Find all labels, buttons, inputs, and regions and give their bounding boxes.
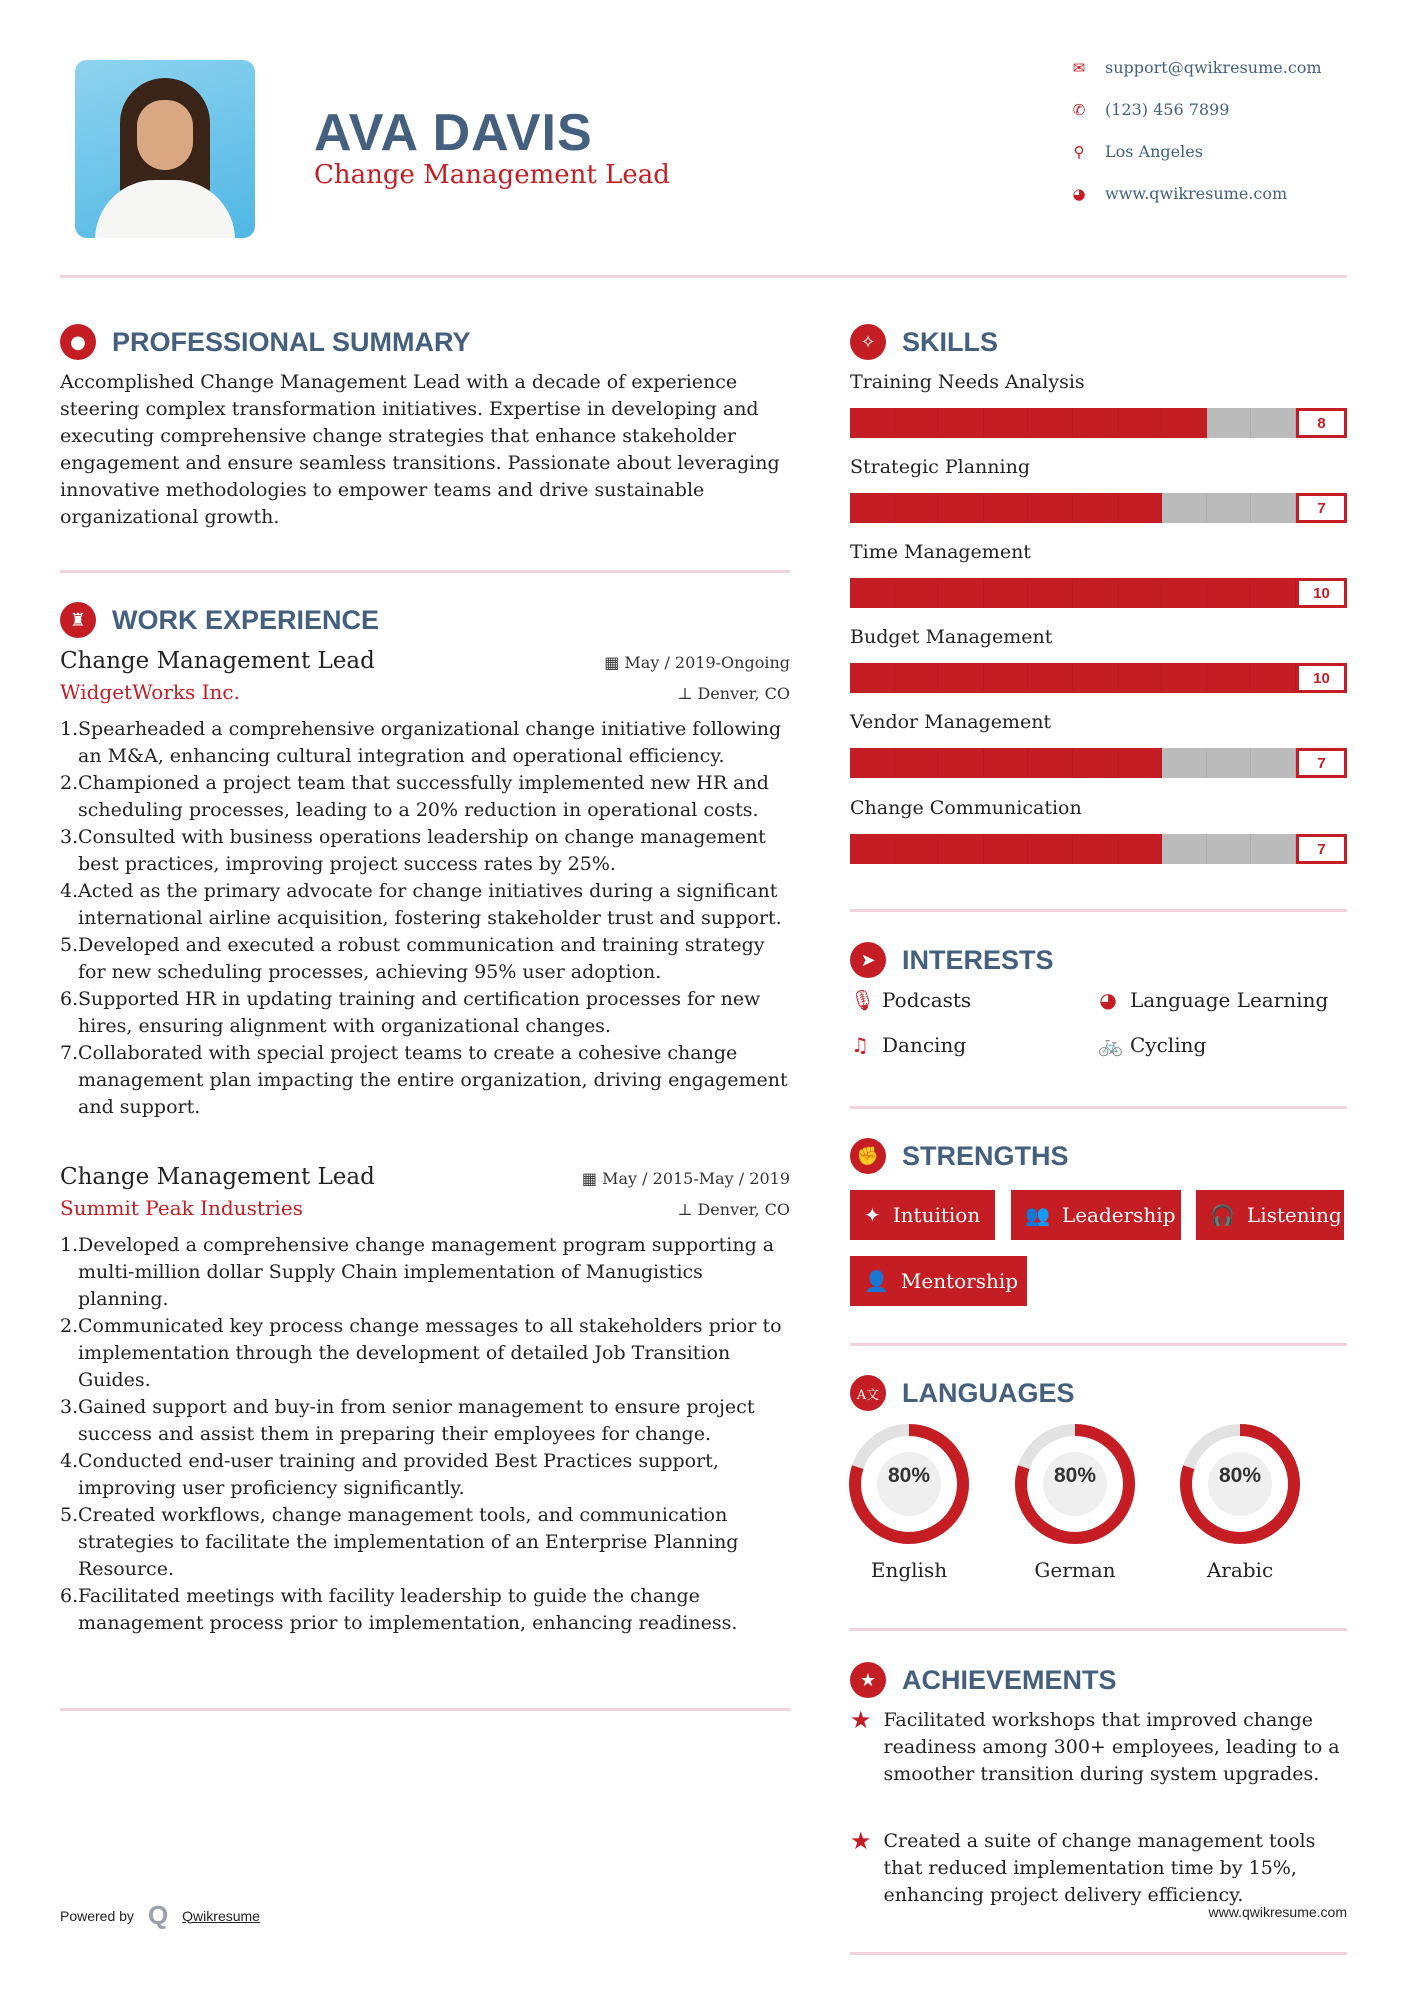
star-icon: ★ bbox=[850, 1662, 886, 1698]
microphone-icon: 🎙 bbox=[850, 988, 876, 1012]
skill-segment bbox=[1251, 493, 1296, 523]
work-heading bbox=[60, 602, 379, 638]
skill-value: 7 bbox=[1296, 834, 1347, 864]
achievement-text: Created a suite of change management tools that reduced implementation time by 15%, enhancing project delivery efficiency. bbox=[883, 1830, 1316, 1906]
list-item: Created workflows, change management tools, and communication strategies to facilitate the implementation of an Enterprise Planning Resource. bbox=[78, 1504, 739, 1580]
skill-segment bbox=[1162, 748, 1207, 778]
list-item: Communicated key process change messages to all stakeholders prior to implementation through the development of detailed Job Transition Guides. bbox=[78, 1315, 782, 1391]
skill-segment bbox=[850, 663, 895, 693]
skill-segment bbox=[939, 493, 984, 523]
skill-segment bbox=[1118, 578, 1163, 608]
skill-segment bbox=[850, 748, 895, 778]
skill-segment bbox=[1251, 408, 1296, 438]
powered-by bbox=[60, 1900, 260, 1931]
job-title: Change Management Lead bbox=[60, 648, 375, 674]
skill-segment bbox=[984, 578, 1029, 608]
achievements-heading bbox=[850, 1662, 1117, 1698]
list-item: Conducted end-user training and provided Best Practices support, improving user proficiency significantly. bbox=[78, 1450, 719, 1499]
skill-segment bbox=[895, 493, 940, 523]
job-entry bbox=[60, 648, 790, 1121]
interest-label: Dancing bbox=[882, 1033, 967, 1057]
achievement-item bbox=[850, 1828, 1347, 1909]
interests-heading bbox=[850, 942, 1054, 978]
contact-website[interactable] bbox=[1071, 184, 1287, 203]
skill-segment bbox=[1118, 493, 1163, 523]
skill-label: Time Management bbox=[850, 541, 1031, 563]
language-item bbox=[1010, 1422, 1140, 1582]
skill-track bbox=[850, 408, 1296, 438]
skill-segment bbox=[1028, 408, 1073, 438]
interest-podcasts bbox=[850, 988, 971, 1012]
language-icon: A文 bbox=[850, 1375, 886, 1411]
achievement-text: Facilitated workshops that improved change readiness among 300+ employees, leading to a smoother transition during system upgrades. bbox=[883, 1709, 1340, 1785]
section-title: ACHIEVEMENTS bbox=[902, 1664, 1117, 1695]
skill-segment bbox=[1073, 493, 1118, 523]
language-percent: 80% bbox=[887, 1464, 931, 1487]
magic-wand-icon: ✦ bbox=[864, 1203, 881, 1227]
candidate-name: AVA DAVIS bbox=[314, 104, 593, 162]
skill-track bbox=[850, 493, 1296, 523]
skill-segment bbox=[1207, 493, 1252, 523]
skill-segment bbox=[1028, 578, 1073, 608]
language-percent: 80% bbox=[1218, 1464, 1262, 1487]
list-item: Championed a project team that successfully implemented new HR and scheduling processes, leading to a 20% reduction in operational costs. bbox=[78, 772, 769, 821]
chair-icon: ♜ bbox=[60, 602, 96, 638]
languages-heading bbox=[850, 1375, 1075, 1411]
skill-segment bbox=[895, 408, 940, 438]
skill-segment bbox=[1118, 834, 1163, 864]
skill-segment bbox=[1073, 748, 1118, 778]
skill-track bbox=[850, 834, 1296, 864]
language-name: English bbox=[870, 1558, 948, 1582]
interest-cycling bbox=[1098, 1033, 1206, 1057]
pin-icon: ⊥ bbox=[677, 1200, 698, 1219]
skill-segment bbox=[1118, 748, 1163, 778]
skill-segment bbox=[850, 578, 895, 608]
language-percent: 80% bbox=[1053, 1464, 1097, 1487]
skill-value: 7 bbox=[1296, 493, 1347, 523]
skill-segment bbox=[1073, 834, 1118, 864]
bicycle-icon: 🚲 bbox=[1098, 1033, 1123, 1057]
list-item: Acted as the primary advocate for change initiatives during a significant international airline acquisition, fostering stakeholder trust and support. bbox=[78, 880, 782, 929]
footer-website[interactable]: www.qwikresume.com bbox=[1208, 1904, 1347, 1920]
skill-segment bbox=[1162, 493, 1207, 523]
skill-value: 8 bbox=[1296, 408, 1347, 438]
job-entry bbox=[60, 1164, 790, 1637]
skill-segment bbox=[984, 663, 1029, 693]
strength-tag bbox=[850, 1256, 1027, 1306]
job-date bbox=[604, 653, 790, 672]
skill-segment bbox=[1251, 834, 1296, 864]
skill-segment bbox=[939, 748, 984, 778]
paper-plane-icon: ➤ bbox=[850, 942, 886, 978]
skill-segment bbox=[984, 408, 1029, 438]
music-icon: ♫ bbox=[851, 1033, 869, 1057]
list-item: Facilitated meetings with facility leadership to guide the change management process prior to implementation, enhancing readiness. bbox=[78, 1585, 738, 1634]
list-item: Developed a comprehensive change management program supporting a multi-million dollar Supply Chain implementation of Manugistics planning. bbox=[78, 1234, 775, 1310]
strength-label: Leadership bbox=[1061, 1203, 1176, 1227]
skill-segment bbox=[984, 834, 1029, 864]
skill-segment bbox=[850, 834, 895, 864]
headphones-icon: 🎧 bbox=[1210, 1203, 1235, 1227]
globe-icon: ◕ bbox=[1099, 988, 1117, 1012]
calendar-icon: ▦ bbox=[604, 653, 625, 672]
summary-text: Accomplished Change Management Lead with a decade of experience steering complex transformation initiatives. Expertise in developing and executing comprehensive change strategies that enhance stakeholder engagement and ensure seamless transitions. Passionate about leveraging innovative methodologies to empower teams and drive sustainable organizational growth. bbox=[60, 371, 780, 528]
skill-value: 10 bbox=[1296, 578, 1347, 608]
skill-bar bbox=[850, 578, 1347, 608]
skill-bar bbox=[850, 408, 1347, 438]
section-title: WORK EXPERIENCE bbox=[112, 604, 380, 635]
user-plus-icon: 👤 bbox=[864, 1269, 889, 1293]
skill-segment bbox=[1073, 408, 1118, 438]
map-pin-icon: ⚲ bbox=[1073, 142, 1085, 161]
contact-location bbox=[1071, 142, 1203, 161]
skill-bar bbox=[850, 663, 1347, 693]
section-title: SKILLS bbox=[902, 326, 999, 357]
divider bbox=[850, 1628, 1347, 1631]
lightbulb-icon: ✧ bbox=[850, 324, 886, 360]
candidate-title: Change Management Lead bbox=[314, 160, 670, 190]
email-text: support@qwikresume.com bbox=[1105, 58, 1322, 77]
skill-label: Strategic Planning bbox=[850, 456, 1030, 478]
divider bbox=[60, 570, 790, 573]
skill-segment bbox=[939, 578, 984, 608]
user-icon: ● bbox=[60, 324, 96, 360]
skill-segment bbox=[1207, 408, 1252, 438]
skill-segment bbox=[1207, 834, 1252, 864]
skill-bar bbox=[850, 493, 1347, 523]
skill-track bbox=[850, 663, 1296, 693]
skill-segment bbox=[1251, 748, 1296, 778]
qwikresume-link[interactable]: Qwikresume bbox=[182, 1907, 260, 1924]
skill-segment bbox=[1207, 578, 1252, 608]
skill-value: 10 bbox=[1296, 663, 1347, 693]
qwikresume-logo-icon: Q bbox=[147, 1900, 169, 1930]
skill-segment bbox=[1118, 663, 1163, 693]
phone-icon: ✆ bbox=[1072, 100, 1086, 119]
location-text: Denver, CO bbox=[697, 1200, 790, 1219]
job-location bbox=[677, 684, 790, 703]
star-icon: ★ bbox=[850, 1827, 872, 1855]
language-item bbox=[1175, 1422, 1305, 1582]
skill-segment bbox=[1162, 578, 1207, 608]
summary-heading bbox=[60, 324, 471, 360]
section-title: PROFESSIONAL SUMMARY bbox=[112, 326, 471, 357]
strength-tag bbox=[1196, 1190, 1344, 1240]
skill-segment bbox=[1028, 834, 1073, 864]
skill-track bbox=[850, 748, 1296, 778]
list-item: Spearheaded a comprehensive organizational change initiative following an M&A, enhancing cultural integration and operational efficiency. bbox=[78, 718, 782, 767]
interest-label: Language Learning bbox=[1130, 988, 1329, 1012]
header-divider bbox=[60, 275, 1347, 278]
skill-bar bbox=[850, 748, 1347, 778]
skill-segment bbox=[939, 663, 984, 693]
strength-label: Mentorship bbox=[900, 1269, 1019, 1293]
calendar-icon: ▦ bbox=[581, 1169, 603, 1188]
skill-segment bbox=[850, 408, 895, 438]
date-text: May / 2019-Ongoing bbox=[624, 653, 790, 672]
skill-segment bbox=[1028, 663, 1073, 693]
list-item: Consulted with business operations leadership on change management best practices, improving project success rates by 25%. bbox=[78, 826, 766, 875]
skill-segment bbox=[984, 748, 1029, 778]
skill-segment bbox=[939, 834, 984, 864]
list-item: Supported HR in updating training and certification processes for new hires, ensuring alignment with organizational changes. bbox=[78, 988, 761, 1037]
phone-text: (123) 456 7899 bbox=[1105, 100, 1230, 119]
company-name: WidgetWorks Inc. bbox=[60, 680, 240, 704]
job-date bbox=[582, 1169, 790, 1188]
job-bullets bbox=[60, 1232, 790, 1637]
skill-label: Change Communication bbox=[850, 797, 1082, 819]
skill-track bbox=[850, 578, 1296, 608]
skill-segment bbox=[1162, 663, 1207, 693]
strengths-heading bbox=[850, 1138, 1069, 1174]
skill-label: Budget Management bbox=[850, 626, 1053, 648]
divider bbox=[850, 1952, 1347, 1955]
section-title: STRENGTHS bbox=[902, 1140, 1069, 1171]
skills-heading bbox=[850, 324, 998, 360]
powered-by-text: Powered by bbox=[60, 1907, 134, 1924]
strength-label: Intuition bbox=[892, 1203, 981, 1227]
job-bullets bbox=[60, 716, 790, 1121]
website-text: www.qwikresume.com bbox=[1105, 184, 1288, 203]
language-name: Arabic bbox=[1206, 1558, 1274, 1582]
interest-label: Cycling bbox=[1130, 1033, 1207, 1057]
achievement-item bbox=[850, 1707, 1347, 1788]
divider bbox=[850, 909, 1347, 912]
pin-icon: ⊥ bbox=[677, 684, 698, 703]
skill-segment bbox=[1251, 663, 1296, 693]
strength-tag bbox=[1011, 1190, 1181, 1240]
contact-email[interactable] bbox=[1071, 58, 1322, 77]
skill-segment bbox=[895, 834, 940, 864]
divider bbox=[850, 1343, 1347, 1346]
skill-value: 7 bbox=[1296, 748, 1347, 778]
skill-segment bbox=[1028, 748, 1073, 778]
skill-segment bbox=[1118, 408, 1163, 438]
section-title: INTERESTS bbox=[902, 944, 1054, 975]
job-location bbox=[677, 1200, 790, 1219]
star-icon: ★ bbox=[850, 1706, 872, 1734]
job-title: Change Management Lead bbox=[60, 1164, 375, 1190]
skill-segment bbox=[1073, 663, 1118, 693]
globe-icon: ◕ bbox=[1072, 184, 1086, 203]
strength-label: Listening bbox=[1246, 1203, 1342, 1227]
envelope-icon: ✉ bbox=[1072, 58, 1086, 77]
fist-icon: ✊ bbox=[850, 1138, 886, 1174]
skill-segment bbox=[1251, 578, 1296, 608]
list-item: Gained support and buy-in from senior management to ensure project success and assist them in preparing their employees for change. bbox=[78, 1396, 755, 1445]
skill-segment bbox=[895, 663, 940, 693]
date-text: May / 2015-May / 2019 bbox=[602, 1169, 790, 1188]
language-item bbox=[844, 1422, 974, 1582]
users-icon: 👥 bbox=[1025, 1203, 1050, 1227]
skill-label: Training Needs Analysis bbox=[850, 371, 1085, 393]
divider bbox=[850, 1106, 1347, 1109]
location-text: Denver, CO bbox=[697, 684, 790, 703]
skill-segment bbox=[895, 748, 940, 778]
location-text: Los Angeles bbox=[1105, 142, 1203, 161]
interest-label: Podcasts bbox=[882, 988, 972, 1012]
skill-label: Vendor Management bbox=[850, 711, 1052, 733]
skill-segment bbox=[1162, 834, 1207, 864]
skill-segment bbox=[1028, 493, 1073, 523]
skill-segment bbox=[1162, 408, 1207, 438]
skill-segment bbox=[984, 493, 1029, 523]
interest-dancing bbox=[850, 1033, 966, 1057]
skill-bar bbox=[850, 834, 1347, 864]
skill-segment bbox=[1207, 663, 1252, 693]
list-item: Developed and executed a robust communication and training strategy for new scheduling processes, achieving 95% user adoption. bbox=[78, 934, 765, 983]
skill-segment bbox=[850, 493, 895, 523]
language-name: German bbox=[1034, 1558, 1116, 1582]
skill-segment bbox=[1207, 748, 1252, 778]
profile-photo bbox=[75, 60, 255, 238]
divider bbox=[60, 1708, 790, 1711]
list-item: Collaborated with special project teams to create a cohesive change management plan impacting the entire organization, driving engagement and support. bbox=[78, 1042, 788, 1118]
interest-language-learning bbox=[1098, 988, 1328, 1012]
company-name: Summit Peak Industries bbox=[60, 1196, 303, 1220]
skill-segment bbox=[939, 408, 984, 438]
contact-phone[interactable] bbox=[1071, 100, 1229, 119]
section-title: LANGUAGES bbox=[902, 1377, 1075, 1408]
strength-tag bbox=[850, 1190, 995, 1240]
skill-segment bbox=[1073, 578, 1118, 608]
skill-segment bbox=[895, 578, 940, 608]
